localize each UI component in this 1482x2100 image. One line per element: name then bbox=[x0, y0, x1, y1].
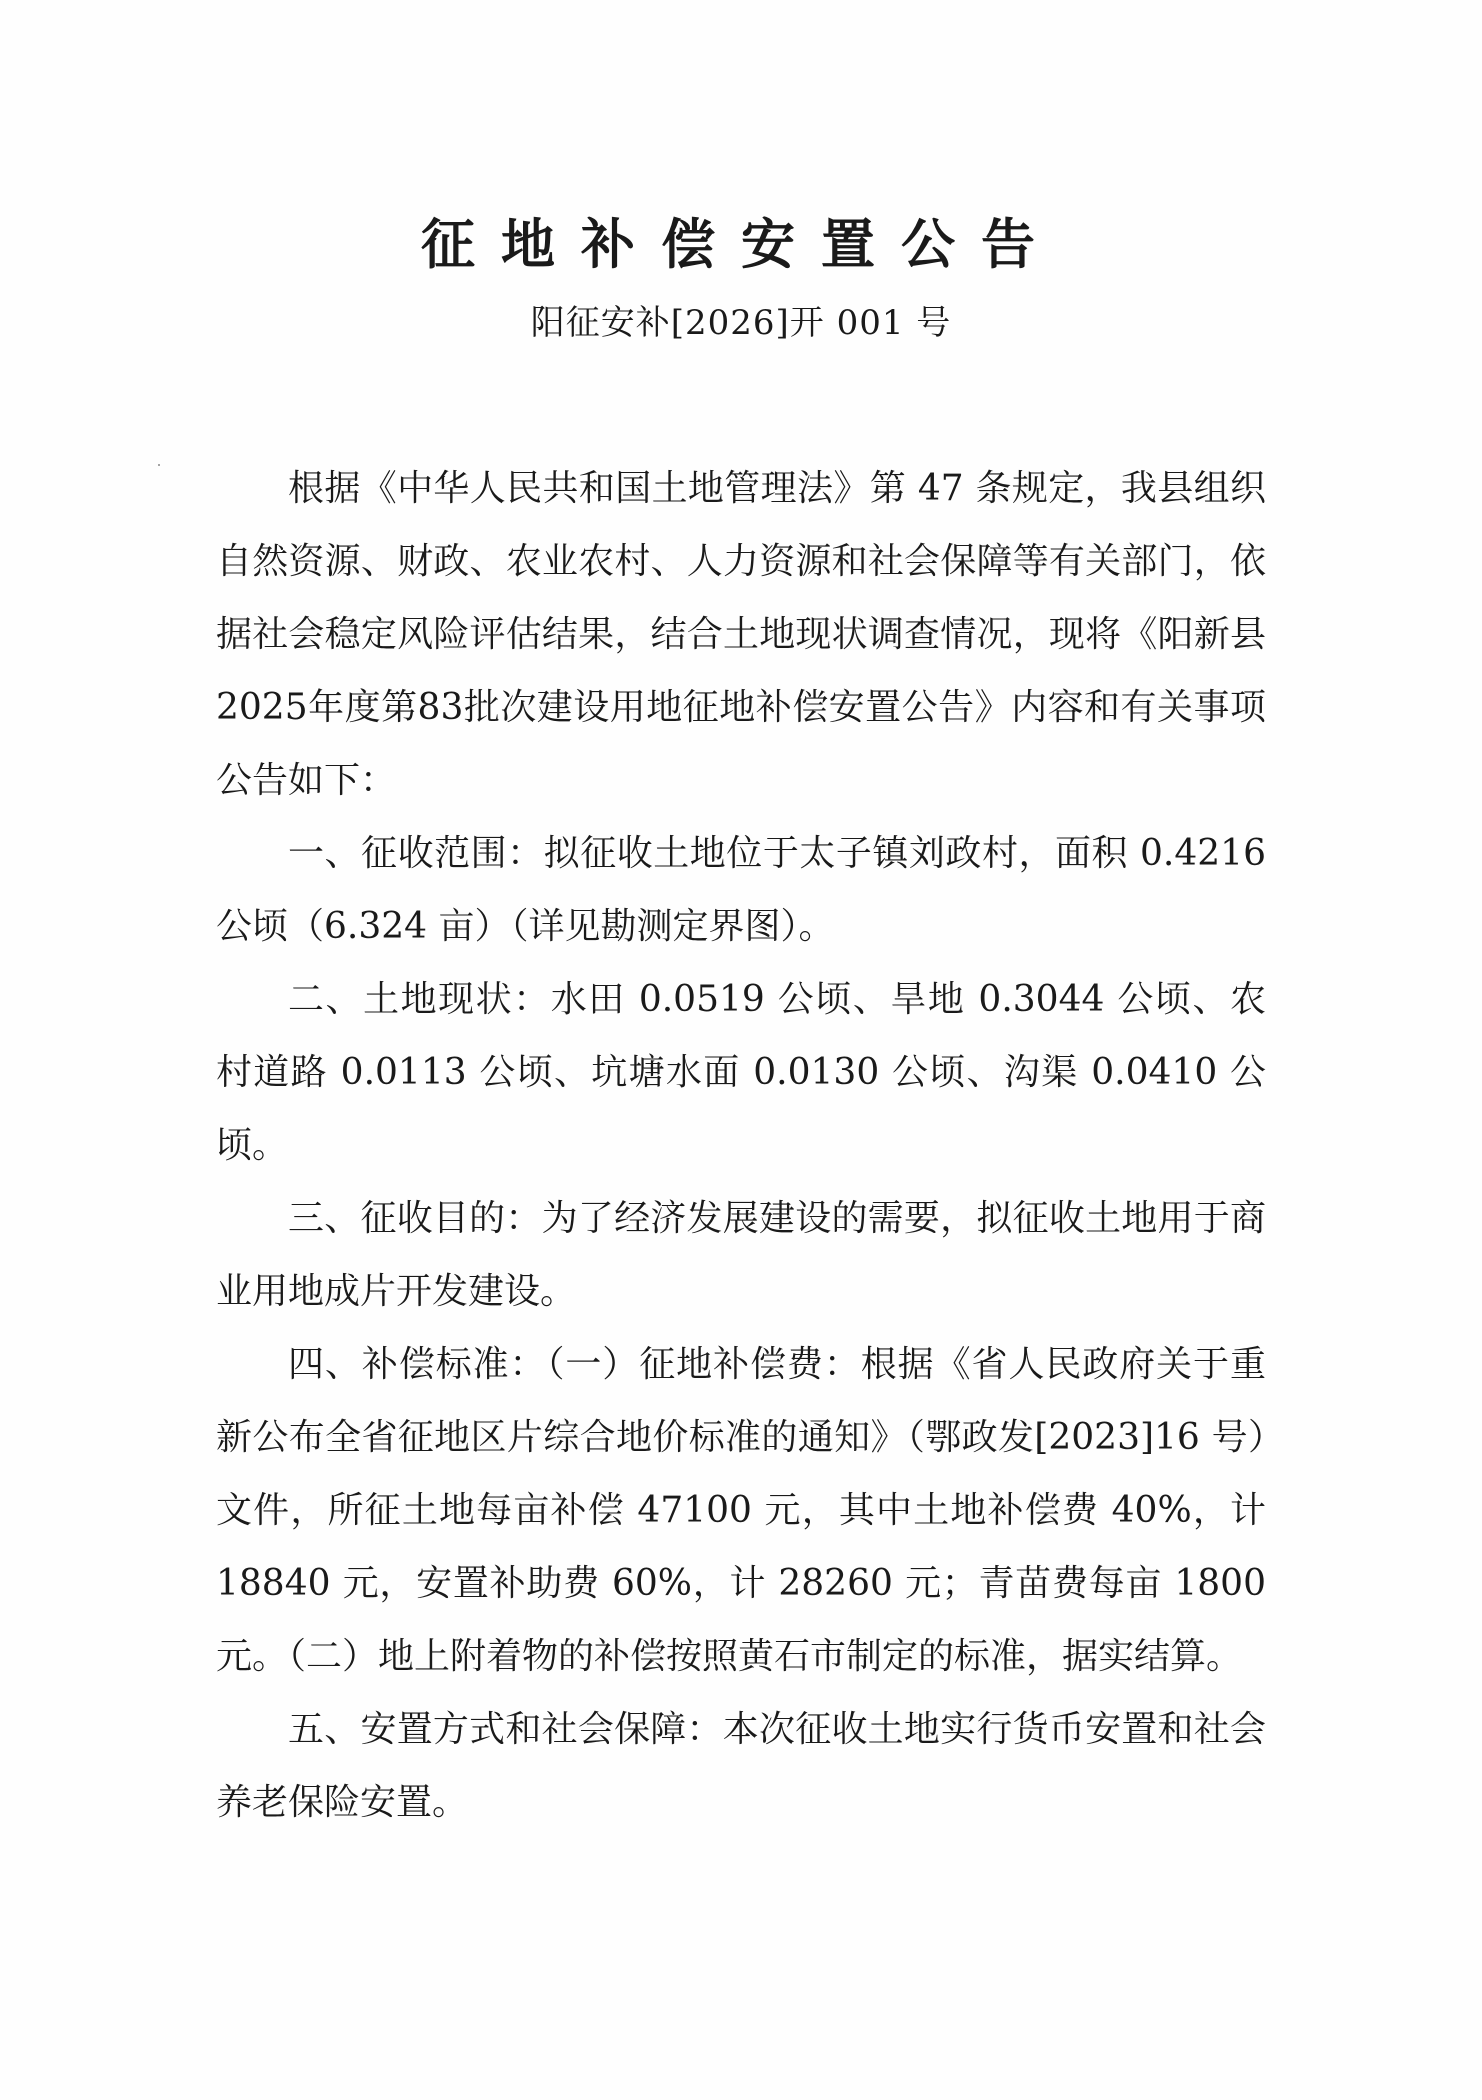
scan-speck bbox=[158, 464, 160, 466]
document-body bbox=[216, 452, 1266, 1839]
paragraph-resettlement: 五、安置方式和社会保障：本次征收土地实行货币安置和社会养老保险安置。 bbox=[216, 1709, 1266, 1823]
page-title: 征地补偿安置公告 bbox=[421, 213, 1061, 276]
paragraph-compensation-standard: 四、补偿标准：（一）征地补偿费：根据《省人民政府关于重新公布全省征地区片综合地价标准的通知》（鄂政发[2023]16 号）文件，所征土地每亩补偿 47100 元，其中土地补偿费 40%，计 18840 元，安置补助费 60%，计 28260 元；青苗费每亩 1800 元。（二）地上附着物的补偿按照黄石市制定的标准，据实结算。 bbox=[216, 1344, 1266, 1677]
document-number: 阳征安补[2026]开 001 号 bbox=[530, 303, 952, 343]
paragraph-purpose: 三、征收目的：为了经济发展建设的需要，拟征收土地用于商业用地成片开发建设。 bbox=[216, 1198, 1266, 1312]
paragraph-scope: 一、征收范围：拟征收土地位于太子镇刘政村，面积 0.4216 公顷（6.324 亩）（详见勘测定界图）。 bbox=[216, 833, 1266, 947]
paragraph-land-status: 二、土地现状：水田 0.0519 公顷、旱地 0.3044 公顷、农村道路 0.0113 公顷、坑塘水面 0.0130 公顷、沟渠 0.0410 公顷。 bbox=[216, 979, 1266, 1166]
paragraph-intro: 根据《中华人民共和国土地管理法》第 47 条规定，我县组织自然资源、财政、农业农村、人力资源和社会保障等有关部门，依据社会稳定风险评估结果，结合土地现状调查情况，现将《阳新县2025年度第83批次建设用地征地补偿安置公告》内容和有关事项公告如下： bbox=[216, 468, 1266, 801]
